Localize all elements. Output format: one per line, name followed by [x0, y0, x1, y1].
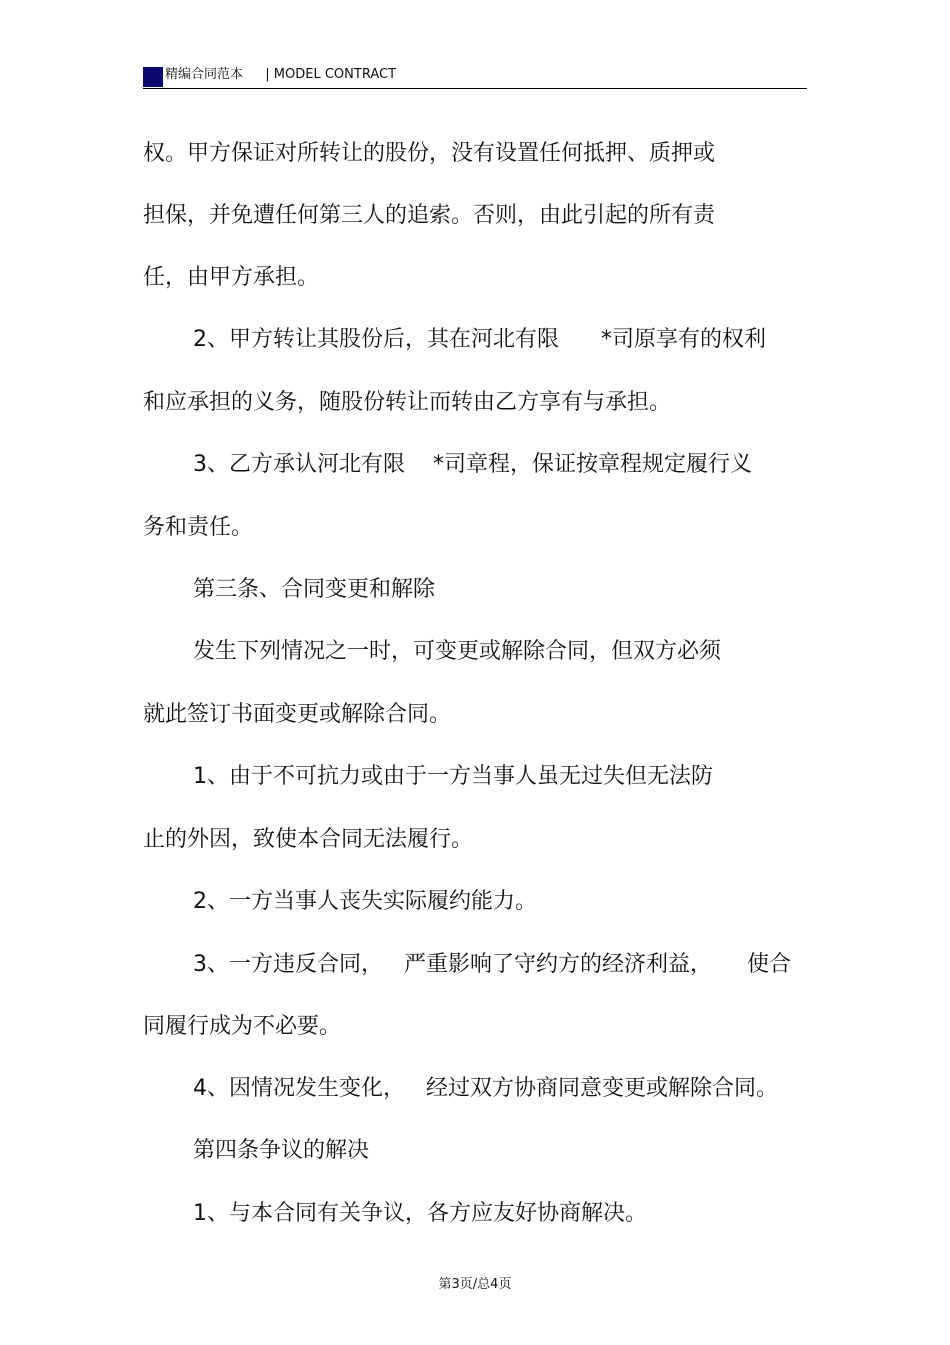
body-line-13: 2、一方当事人丧失实际履约能力。 [193, 889, 537, 914]
body-line-6: 3、乙方承认河北有限 *司章程，保证按章程规定履行义 [193, 452, 752, 477]
body-line-1: 权。甲方保证对所转让的股份，没有设置任何抵押、质押或 [143, 141, 716, 166]
body-line-9: 发生下列情况之一时，可变更或解除合同，但双方必须 [193, 639, 722, 664]
body-line-10: 就此签订书面变更或解除合同。 [143, 702, 452, 727]
body-line-16: 4、因情况发生变化， 经过双方协商同意变更或解除合同。 [193, 1076, 778, 1101]
section-heading-4: 第四条争议的解决 [193, 1138, 370, 1163]
header-title: 精编合同范本 [165, 67, 244, 82]
body-line-12: 止的外因，致使本合同无法履行。 [143, 827, 474, 852]
page-header [143, 63, 807, 89]
body-line-3: 任，由甲方承担。 [143, 265, 320, 290]
header-title-group [165, 66, 396, 84]
body-line-4: 2、甲方转让其股份后，其在河北有限 *司原享有的权利 [193, 327, 766, 352]
body-line-18: 1、与本合同有关争议，各方应友好协商解决。 [193, 1201, 647, 1226]
section-heading-3: 第三条、合同变更和解除 [193, 577, 436, 602]
body-line-15: 同履行成为不必要。 [143, 1014, 342, 1039]
body-line-7: 务和责任。 [143, 515, 254, 540]
header-subtitle: | MODEL CONTRACT [265, 67, 397, 82]
body-line-2: 担保，并免遭任何第三人的追索。否则，由此引起的所有责 [143, 203, 716, 228]
body-line-14: 3、一方违反合同， 严重影响了守约方的经济利益， 使合 [193, 952, 791, 977]
body-line-5: 和应承担的义务，随股份转让而转由乙方享有与承担。 [143, 390, 672, 415]
header-logo-icon [143, 67, 163, 87]
body-line-11: 1、由于不可抗力或由于一方当事人虽无过失但无法防 [193, 764, 713, 789]
header-divider [143, 88, 807, 89]
page-footer: 第3页/总4页 [438, 1277, 512, 1292]
